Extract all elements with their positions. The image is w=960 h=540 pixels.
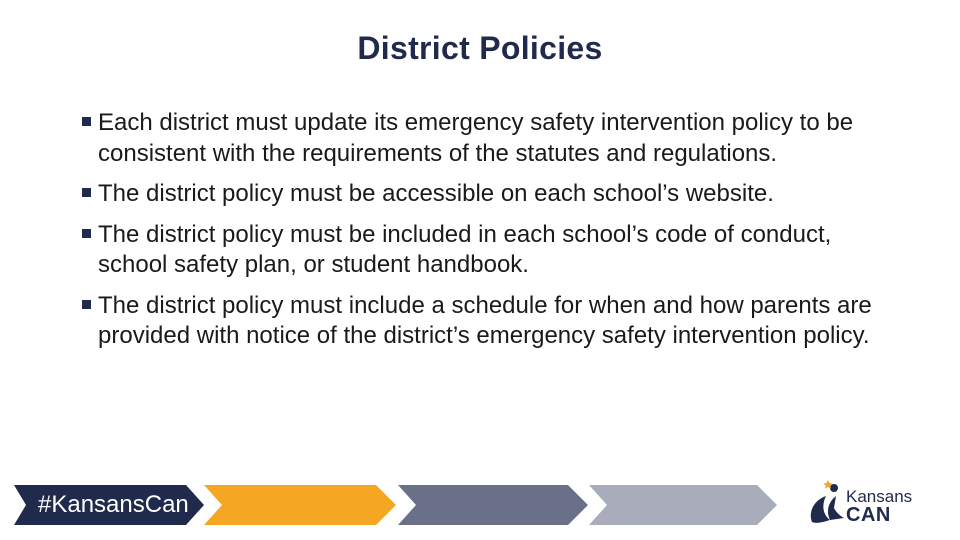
bullet-item bbox=[78, 179, 878, 210]
bullet-text: The district policy must include a schedule for when and how parents are provided with notice of the district’s emergency safety intervention policy. bbox=[98, 291, 872, 349]
bullet-item bbox=[78, 108, 878, 169]
bullet-item bbox=[78, 291, 878, 352]
bullet-text: Each district must update its emergency safety intervention policy to be consistent with the requirements of the statutes and regulations. bbox=[98, 109, 854, 167]
bullet-item bbox=[78, 220, 878, 281]
bullet-text: The district policy must be accessible on each school’s website. bbox=[98, 180, 774, 207]
bullet-list bbox=[78, 108, 878, 362]
slate-chevron-bar bbox=[398, 485, 588, 525]
square-bullet-icon bbox=[82, 229, 91, 238]
light-chevron-bar bbox=[589, 485, 777, 525]
logo-text-can: CAN bbox=[846, 504, 891, 526]
square-bullet-icon bbox=[82, 300, 91, 309]
square-bullet-icon bbox=[82, 188, 91, 197]
slide-title: District Policies bbox=[357, 30, 603, 66]
bullet-text: The district policy must be included in each school’s code of conduct, school safety plan, or student handbook. bbox=[98, 220, 832, 278]
logo-text-kansans: Kansans bbox=[846, 487, 913, 506]
hashtag-text: #KansansCan bbox=[38, 491, 189, 518]
square-bullet-icon bbox=[82, 117, 91, 126]
orange-chevron-bar bbox=[204, 485, 396, 525]
